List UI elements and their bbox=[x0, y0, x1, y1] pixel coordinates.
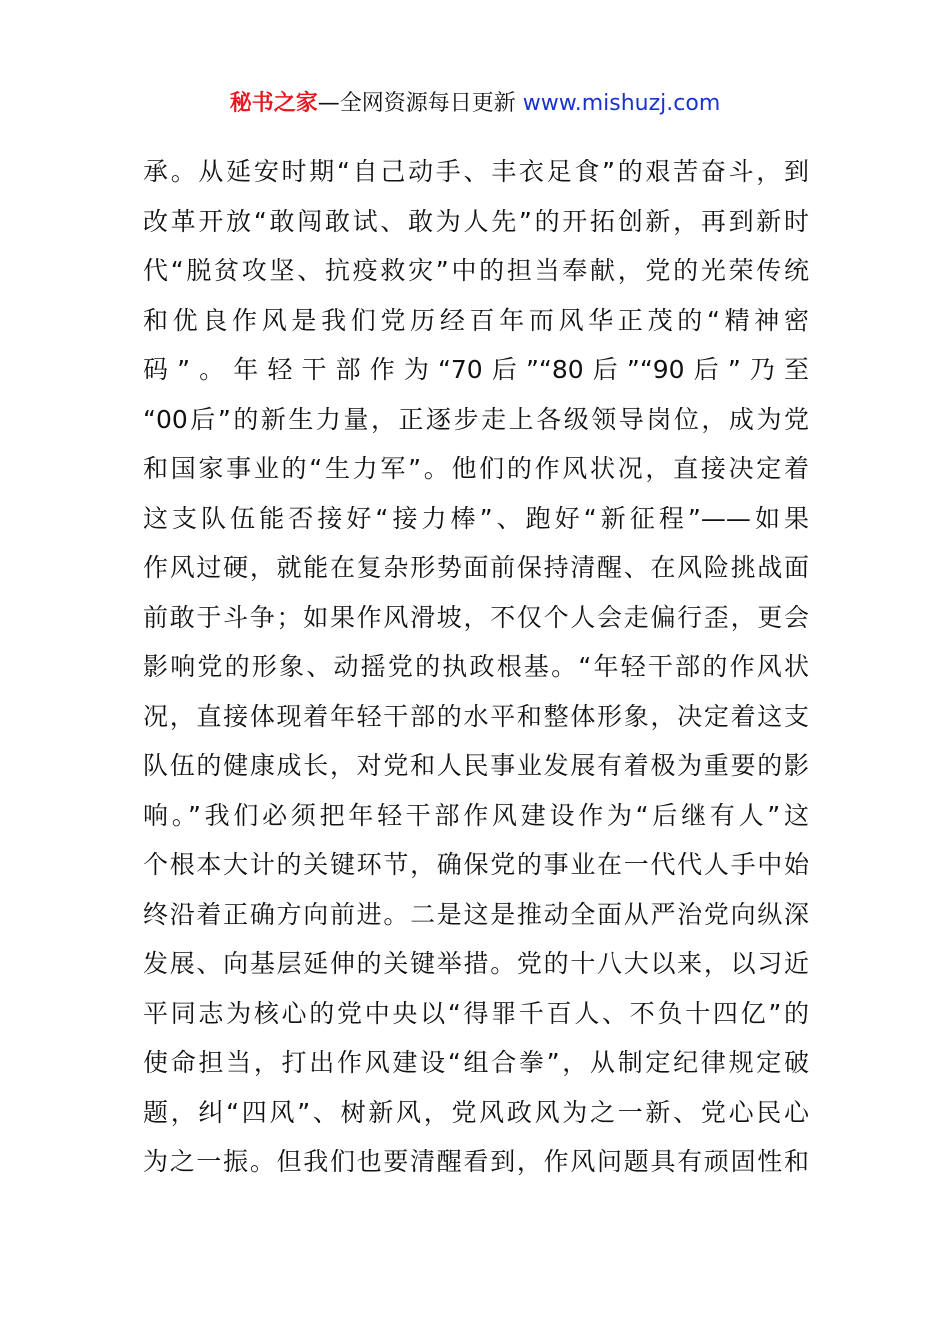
text-line: 队伍的健康成长，对党和人民事业发展有着极为重要的影 bbox=[143, 751, 809, 780]
text-line: 和优良作风是我们党历经百年而风华正茂的“精神密 bbox=[143, 305, 809, 335]
brand-name: 秘书之家 bbox=[229, 91, 318, 116]
text-line: 承。从延安时期“自己动手、丰衣足食”的艰苦奋斗，到 bbox=[143, 157, 809, 186]
page-header bbox=[0, 88, 950, 120]
text-line: 改革开放“敢闯敢试、敢为人先”的开拓创新，再到新时 bbox=[143, 206, 809, 236]
text-line: 前敢于斗争；如果作风滑坡，不仅个人会走偏行歪，更会 bbox=[143, 602, 809, 632]
header-slogan: —全网资源每日更新 bbox=[317, 91, 516, 116]
text-line: 终沿着正确方向前进。二是这是推动全面从严治党向纵深 bbox=[143, 899, 809, 929]
text-line: 个根本大计的关键环节，确保党的事业在一代代人手中始 bbox=[143, 850, 809, 879]
text-line: 平同志为核心的党中央以“得罪千百人、不负十四亿”的 bbox=[143, 998, 809, 1028]
text-line: 影响党的形象、动摇党的执政根基。“年轻干部的作风状 bbox=[143, 652, 809, 681]
text-line: “00后”的新生力量，正逐步走上各级领导岗位，成为党 bbox=[143, 404, 809, 434]
text-line: 发展、向基层延伸的关键举措。党的十八大以来，以习近 bbox=[143, 949, 809, 978]
text-line: 这支队伍能否接好“接力棒”、跑好“新征程”——如果 bbox=[143, 503, 809, 533]
document-body bbox=[143, 147, 809, 1187]
text-line: 代“脱贫攻坚、抗疫救灾”中的担当奉献，党的光荣传统 bbox=[143, 256, 809, 285]
text-line: 响。”我们必须把年轻干部作风建设作为“后继有人”这 bbox=[143, 800, 809, 830]
text-line: 码”。年轻干部作为“70后”“80后”“90后”乃至 bbox=[143, 355, 809, 384]
text-line: 况，直接体现着年轻干部的水平和整体形象，决定着这支 bbox=[143, 701, 809, 731]
text-line: 和国家事业的“生力军”。他们的作风状况，直接决定着 bbox=[143, 454, 809, 483]
text-line: 为之一振。但我们也要清醒看到，作风问题具有顽固性和 bbox=[143, 1147, 809, 1176]
website-link[interactable]: www.mishuzj.com bbox=[522, 91, 721, 116]
text-line: 使命担当，打出作风建设“组合拳”，从制定纪律规定破 bbox=[143, 1048, 809, 1077]
text-line: 题，纠“四风”、树新风，党风政风为之一新、党心民心 bbox=[143, 1097, 809, 1127]
text-line: 作风过硬，就能在复杂形势面前保持清醒、在风险挑战面 bbox=[143, 553, 809, 582]
